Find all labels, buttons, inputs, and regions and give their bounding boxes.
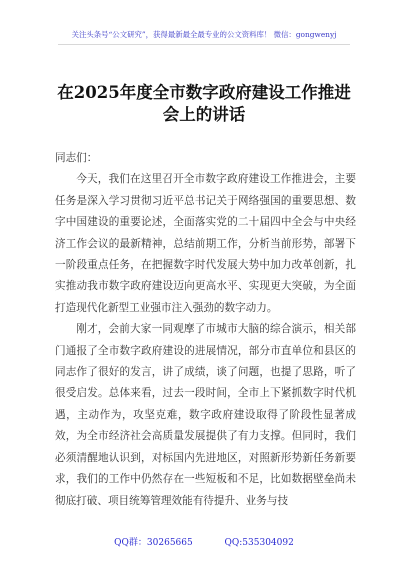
footer-qq: QQ:535304092 xyxy=(224,538,294,548)
header-divider xyxy=(58,44,350,45)
greeting: 同志们： xyxy=(55,152,98,164)
body-paragraph-1: 今天，我们在这里召开全市数字政府建设工作推进会，主要任务是深入学习贯彻习近平总书记关于网络强国的重要思想、数字中国建设的重要论述，全面落实党的二十届四中全会与中央经济工作会议的最新精神，总结前期工作，分析当前形势，部署下一阶段重点任务，在把握数字时代发展大势中加力改革创新，扎实推动我市数字政府建设迈向更高水平、实现更大突破，为全面打造现代化新型工业强市注入强劲的数字动力。 xyxy=(55,173,356,314)
footer-contact xyxy=(0,537,408,549)
body-paragraph-2: 刚才，会前大家一同观摩了市城市大脑的综合演示，相关部门通报了全市数字政府建设的进展情况，部分市直单位和县区的同志作了很好的发言，讲了成绩，谈了问题，也提了思路，听了很受启发。总体来看，过去一段时间，全市上下紧抓数字时代机遇，主动作为，攻坚克难，数字政府建设取得了阶段性显著成效，为全市经济社会高质量发展提供了有力支撑。但同时，我们必须清醒地认识到，对标国内先进地区，对照新形势新任务新要求，我们的工作中仍然存在一些短板和不足，比如数据壁垒尚未彻底打破、项目统筹管理效能有待提升、业务与技 xyxy=(55,323,356,507)
document-title: 在2025年度全市数字政府建设工作推进会上的讲话 xyxy=(57,83,351,124)
document-body xyxy=(55,148,356,512)
footer-qq-group: QQ群：30265665 xyxy=(114,538,193,548)
header-promo-note: 关注头条号“公文研究”，获得最新最全最专业的公文资料库！ 微信：gongwenyj xyxy=(71,30,337,39)
